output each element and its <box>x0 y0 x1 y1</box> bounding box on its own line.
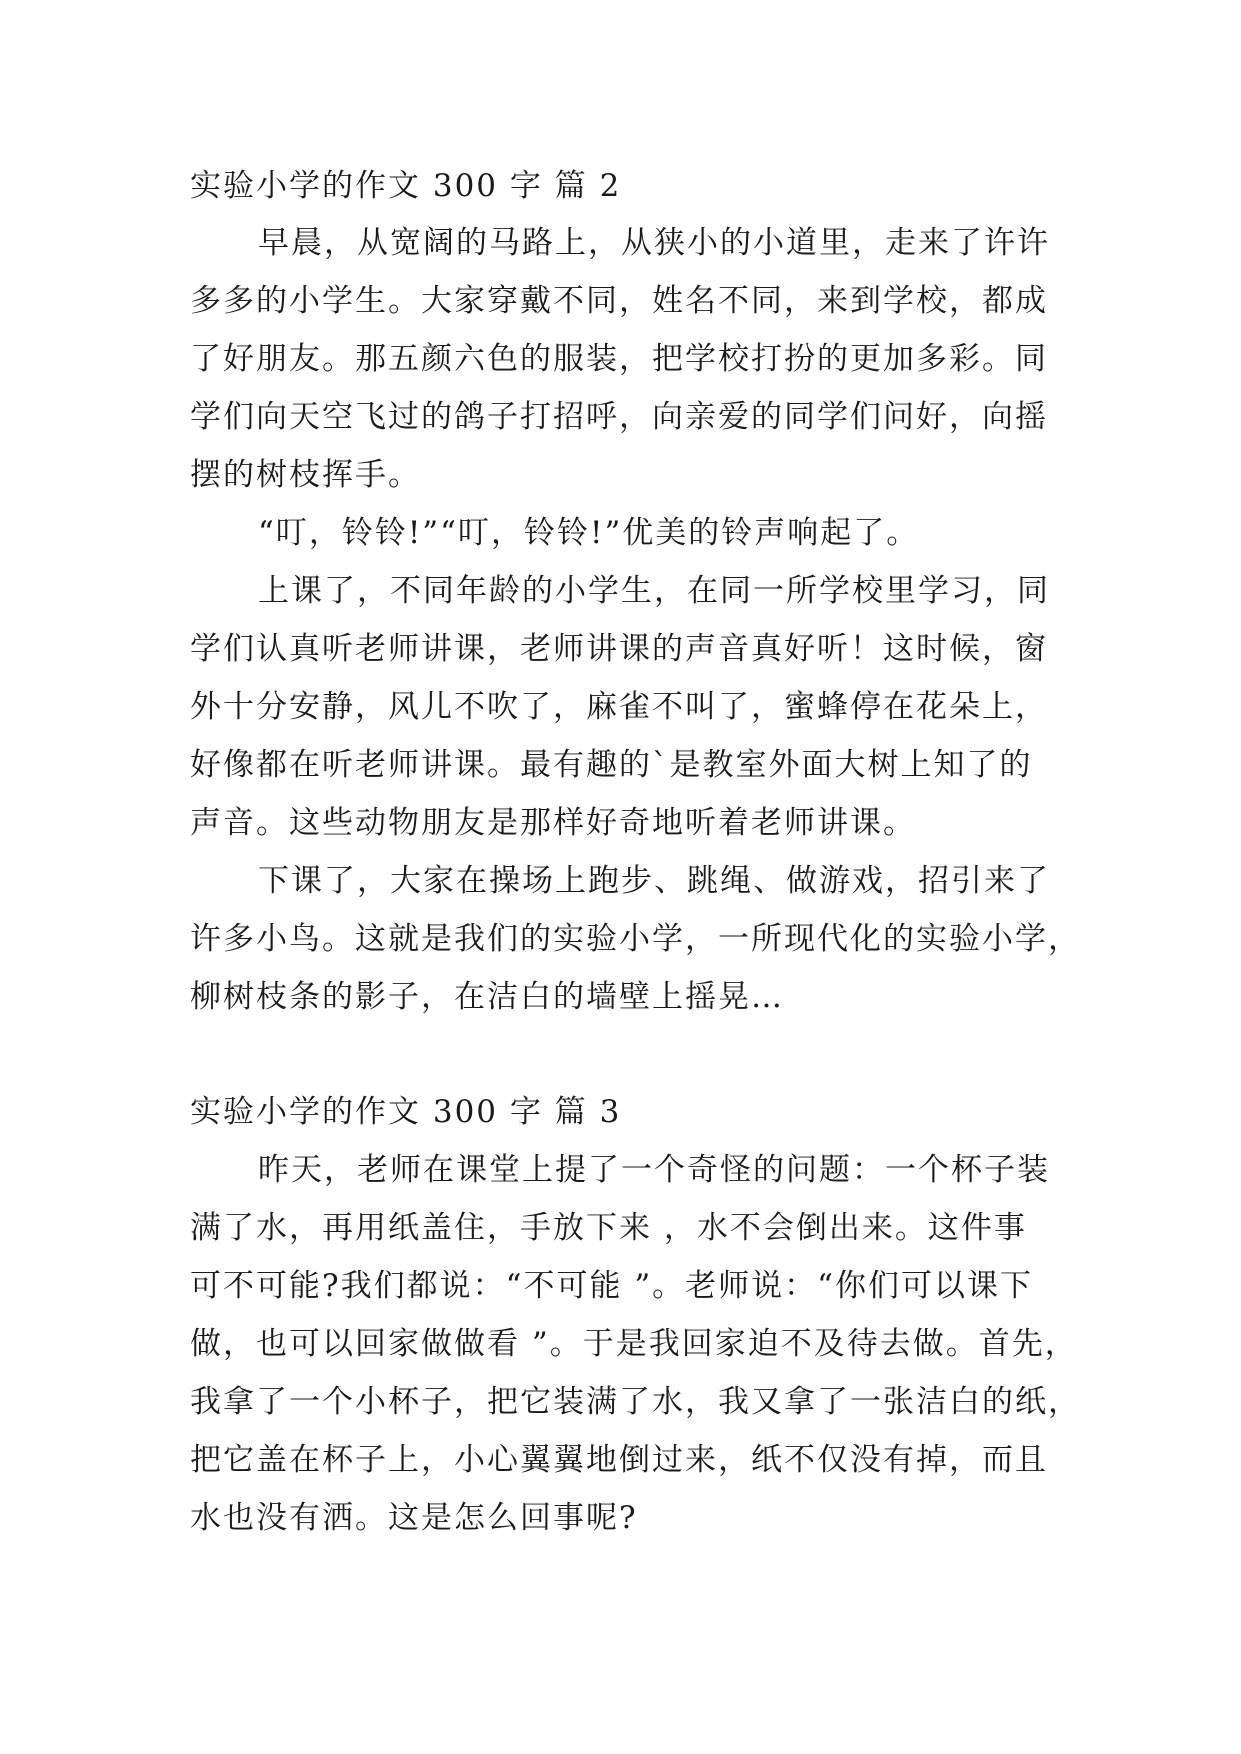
paragraph-line: 许多小鸟。这就是我们的实验小学，一所现代化的实验小学， <box>190 921 1081 957</box>
paragraph-line: 做，也可以回家做做看 ”。于是我回家迫不及待去做。首先， <box>190 1326 1078 1362</box>
paragraph-line: 外十分安静，风儿不吹了，麻雀不叫了，蜜蜂停在花朵上， <box>190 689 1048 725</box>
paragraph-line: 下课了，大家在操场上跑步、跳绳、做游戏，招引来了 <box>258 863 1050 899</box>
paragraph-line: 上课了，不同年龄的小学生，在同一所学校里学习，同 <box>258 573 1050 609</box>
paragraph-line: 水也没有洒。这是怎么回事呢? <box>190 1500 638 1536</box>
paragraph-line: 我拿了一个小杯子，把它装满了水，我又拿了一张洁白的纸， <box>190 1384 1081 1420</box>
paragraph-line: 学们认真听老师讲课，老师讲课的声音真好听！这时候，窗 <box>190 631 1048 667</box>
paragraph-line: 好像都在听老师讲课。最有趣的`是教室外面大树上知了的 <box>190 747 1033 783</box>
paragraph-line: 了好朋友。那五颜六色的服装，把学校打扮的更加多彩。同 <box>190 341 1048 377</box>
paragraph-line: 摆的树枝挥手。 <box>190 457 421 493</box>
paragraph-line: 声音。这些动物朋友是那样好奇地听着老师讲课。 <box>190 805 916 841</box>
paragraph-line: 昨天，老师在课堂上提了一个奇怪的问题：一个杯子装 <box>258 1152 1050 1188</box>
section-title: 实验小学的作文 300 字 篇 2 <box>190 168 622 204</box>
paragraph-line: 早晨，从宽阔的马路上，从狭小的小道里，走来了许许 <box>258 225 1050 261</box>
paragraph-line: 学们向天空飞过的鸽子打招呼，向亲爱的同学们问好，向摇 <box>190 399 1048 435</box>
paragraph-line: 把它盖在杯子上，小心翼翼地倒过来，纸不仅没有掉，而且 <box>190 1442 1048 1478</box>
paragraph-line: 多多的小学生。大家穿戴不同，姓名不同，来到学校，都成 <box>190 283 1048 319</box>
paragraph-line: 可不可能?我们都说：“不可能 ”。老师说：“你们可以课下 <box>190 1268 1034 1304</box>
paragraph-line: 柳树枝条的影子，在洁白的墙壁上摇晃… <box>190 979 784 1015</box>
section-title: 实验小学的作文 300 字 篇 3 <box>190 1094 622 1130</box>
paragraph-line: 满了水，再用纸盖住，手放下来 ，水不会倒出来。这件事 <box>190 1210 1027 1246</box>
paragraph-line: “叮，铃铃!”“叮，铃铃!”优美的铃声响起了。 <box>258 515 920 551</box>
